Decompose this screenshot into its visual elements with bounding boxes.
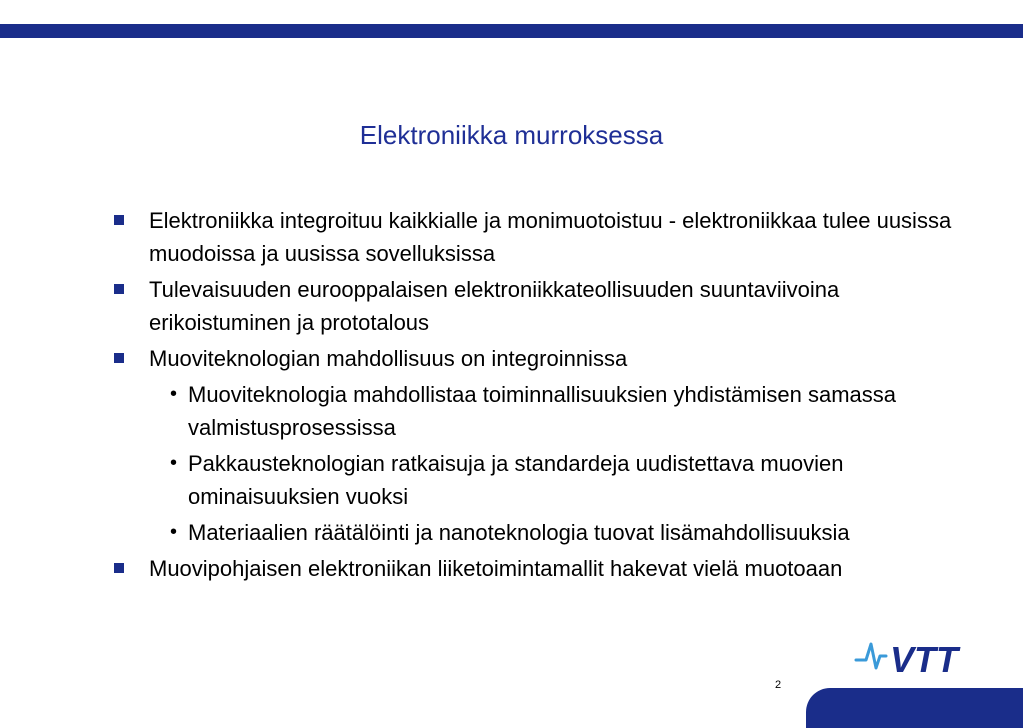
dot-bullet-icon: • (170, 521, 178, 543)
bullet-item (112, 273, 972, 339)
sub-bullet-item (112, 447, 972, 513)
sub-bullet-text: Pakkausteknologian ratkaisuja ja standardeja uudistettava muovien ominaisuuksien vuoksi (188, 451, 844, 509)
bullet-text: Elektroniikka integroituu kaikkialle ja monimuotoistuu - elektroniikkaa tulee uusissa muodoissa ja uusissa sovelluksissa (149, 208, 952, 266)
sub-bullet-text: Muoviteknologia mahdollistaa toiminnallisuuksien yhdistämisen samassa valmistusprosessissa (188, 382, 897, 440)
dot-bullet-icon: • (170, 452, 178, 474)
sub-bullet-item (112, 516, 972, 549)
bullet-text: Muoviteknologian mahdollisuus on integroinnissa (149, 346, 628, 371)
sub-bullet-text: Materiaalien räätälöinti ja nanoteknologia tuovat lisämahdollisuuksia (188, 520, 850, 545)
page-number: 2 (775, 679, 782, 691)
square-bullet-icon (114, 215, 124, 225)
vtt-logo-wordmark: VTT (890, 639, 958, 678)
bullet-text: Tulevaisuuden eurooppalaisen elektroniikkateollisuuden suuntaviivoina erikoistuminen ja prototalous (149, 277, 840, 335)
vtt-logo (852, 634, 980, 678)
slide-title: Elektroniikka murroksessa (359, 120, 664, 150)
footer-corner-shape (806, 688, 1023, 728)
square-bullet-icon (114, 353, 124, 363)
bullet-item (112, 204, 972, 270)
bullet-text: Muovipohjaisen elektroniikan liiketoimintamallit hakevat vielä muotoaan (149, 556, 843, 581)
bullet-item (112, 342, 972, 375)
sub-bullet-item (112, 378, 972, 444)
top-banner-bar (0, 24, 1023, 38)
dot-bullet-icon: • (170, 383, 178, 405)
bullet-item (112, 552, 972, 585)
bullet-list (112, 204, 972, 585)
square-bullet-icon (114, 563, 124, 573)
square-bullet-icon (114, 284, 124, 294)
